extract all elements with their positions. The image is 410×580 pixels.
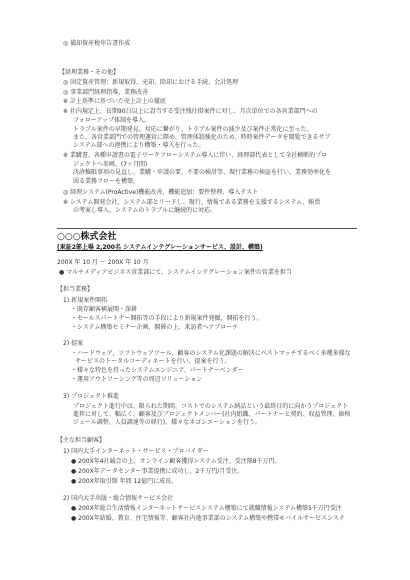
- text-line: ※ システム開発会社、システム部とリードし、現行、情報である業務を支援するシステム、帳票: [63, 199, 321, 206]
- text-line: ・システム構築セミナー企画、開催の上、来訪者へアプローチ: [71, 324, 239, 331]
- text-line: 2) 国内大手出版・総合情報サービス会社: [63, 495, 174, 502]
- divider-line: [57, 228, 357, 229]
- text-line: フォローアップ体制を導入。: [73, 117, 150, 124]
- text-line: システム部への連携により構築・導入を行った。: [73, 142, 205, 149]
- text-line: ● 200X年データセンター事業提携に成功し、2千万円/月受注。: [71, 468, 244, 475]
- text-line: サービスのトータルコーディネートを行い、提案を行う。: [75, 358, 231, 365]
- text-line: ジュール調整、人員調達等の経行)、様々なネゴシエーションを行う。: [73, 419, 261, 426]
- text-line: ● 200X年4社競合の上、オンライン顧客獲得システム受注、受注額8千万円。: [71, 458, 281, 465]
- text-line: 3) プロジェクト推進: [63, 393, 119, 400]
- text-line: また、各営業部門での管理運営に際め、管理体制強化のため、時時案件データを閲覧できるサブ: [73, 134, 331, 141]
- text-line: 図る業務フローを構築。: [73, 178, 140, 185]
- text-line: ※ 社内規定上、長期90日以上に設当する受注残仕掛案件に対し、月次単位での各営業部門への: [63, 108, 318, 115]
- section-heading: 【主な担当顧客】: [57, 437, 106, 444]
- text-line: 1) 国内大手インターネット・サービス・プロバイダー: [63, 448, 209, 455]
- employment-period: 200X 年 10 月 ～ 200X 年 10 月: [57, 259, 149, 266]
- text-line: ● 200X年総合生活情報インターネットサービスシステム構築にて就職情報システム構築5千万円受注: [71, 505, 342, 512]
- text-line: 1) 新規案件開拓: [63, 297, 108, 304]
- text-line: ◎ 経理システム(ProActive)機能改善、機能追加：要件整理、導入テスト: [63, 189, 259, 196]
- text-line: ● 200X年取引額 年間 12億円に成長。: [71, 478, 178, 485]
- text-line: トラブル案件の早期発見、対応に繋がり、トラブル案件の減少及び案件正常化に至った。: [73, 126, 313, 133]
- text-line: ・ハードウェア、ソフトウェアツール、顧客のシステム化課題の解決にベストマッチするべく多種多様な: [71, 350, 351, 357]
- text-line: ● マルチメディアビジネス営業部にて、システムインテグレーション案件の営業を担当: [59, 269, 292, 276]
- text-line: ・運用アウトソーシング等の周辺ソリューション: [71, 376, 203, 383]
- text-line: 2) 提案: [63, 340, 84, 347]
- text-line: ◎ 固定資産管理：新規取得、売却、除却における手続、会計処理: [63, 79, 239, 86]
- text-line: 決済権限事項の見直し、業購・申請の要、不要の検討等、現行業務の検証を行い、業務効率化を: [73, 169, 332, 176]
- company-name: ○○○株式会社: [57, 232, 117, 242]
- text-line: の考案し導入、システムのトラブルに継続的に対応。: [73, 207, 217, 214]
- text-line: ◎ 事業部門経理指導、業務改善: [63, 89, 149, 96]
- text-line: ・セールスパートナー開拓等の手段により新規案件発掘、開拓を行う。: [71, 315, 263, 322]
- section-heading: 【経理業務・その他】: [59, 69, 120, 76]
- text-line: ・既存顧客横展開・深耕: [71, 306, 138, 313]
- company-description: (東証2部上場 2,200名 システムインテグレーションサービス、設計、構築): [57, 244, 263, 251]
- text-line: ● 200X年結婚、教育、住宅情報等、顧客社内他事業部のシステム構築や携帯モバイルサービスシステ: [71, 515, 345, 522]
- text-line: ※ 計上基準に基づいた売上計上の徹底: [63, 98, 166, 105]
- text-line: 進捗に対して、幅広く、顧客及びプロジェクトメンバー(社内組織、パートナーと契約、収益管理、価格: [73, 411, 351, 418]
- text-line: ◎ 備却資産税申告書作成: [63, 40, 131, 47]
- text-line: ・様々な特色を持ったシステムエンジニア、パートナーベンダー: [71, 367, 244, 374]
- text-line: ジェクトへ参画、(7ヶ月間): [73, 161, 148, 168]
- section-heading: 【担当業務】: [57, 286, 94, 293]
- text-line: プロジェクト進行中は、限られた期間、コストでのシステム納品という最終目的に向かうプロジェクト: [73, 403, 349, 410]
- text-line: ※ 業購書、各種申請書の電子ワークフローシステム導入に伴い、経理部代表として全社横断的プロ: [63, 152, 328, 159]
